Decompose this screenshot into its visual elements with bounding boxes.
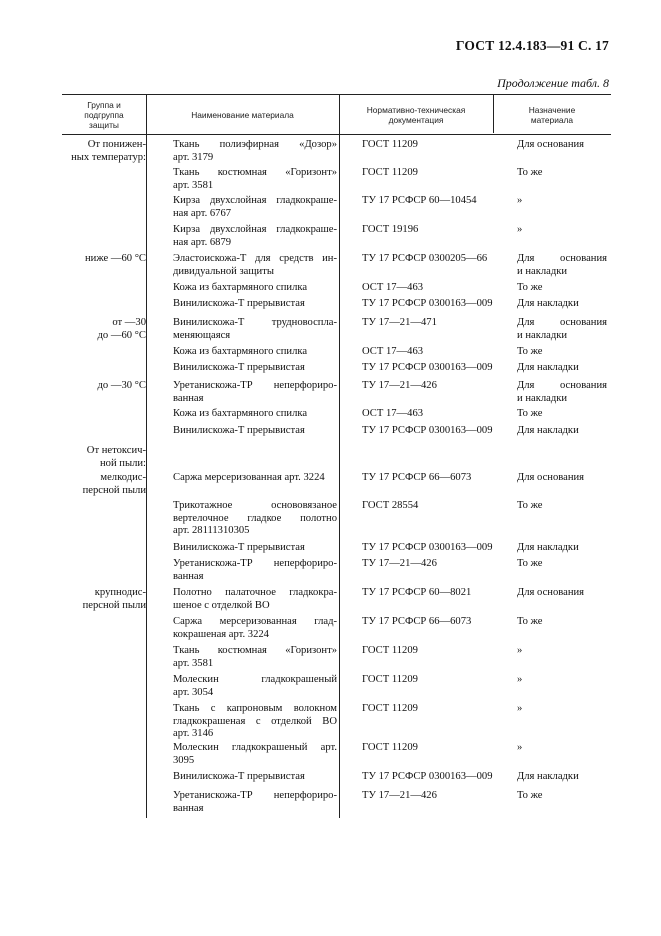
- documentation-cell: ТУ 17 РСФСР 0300163—009: [362, 362, 493, 373]
- material-cell: Кирза двухслойная гладкокраше- ная арт. 6767: [173, 195, 337, 219]
- material-cell: Эластоискожа-Т для средств ин- дивидуальной защиты: [173, 253, 337, 277]
- purpose-cell: Для накладки: [517, 542, 579, 553]
- purpose-cell: »: [517, 224, 523, 235]
- document-reference: ГОСТ 12.4.183—91 С. 17: [455, 38, 609, 53]
- material-cell: Саржа мерсеризованная глад- кокрашеная арт. 3224: [173, 616, 337, 640]
- material-cell: Полотно палаточное гладкокра- шеное с отделкой ВО: [173, 587, 337, 611]
- documentation-cell: ОСТ 17—463: [362, 346, 424, 357]
- material-cell: Уретанискожа-ТР неперфориро- ванная: [173, 380, 337, 404]
- purpose-cell: То же: [517, 282, 543, 293]
- column-divider: [146, 94, 147, 818]
- documentation-cell: ГОСТ 28554: [362, 500, 419, 511]
- purpose-cell: То же: [517, 616, 543, 627]
- purpose-cell: То же: [517, 500, 543, 511]
- material-cell: Кирза двухслойная гладкокраше- ная арт. 6879: [173, 224, 337, 248]
- documentation-cell: ТУ 17 РСФСР 60—8021: [362, 587, 472, 598]
- column-header-material: Наименование материала: [191, 109, 294, 120]
- material-cell: Уретанискожа-ТР неперфориро- ванная: [173, 558, 337, 582]
- purpose-cell: То же: [517, 346, 543, 357]
- group-cell: От понижен- ных температур:: [71, 139, 146, 163]
- documentation-cell: ОСТ 17—463: [362, 282, 424, 293]
- documentation-cell: ГОСТ 11209: [362, 742, 418, 753]
- documentation-cell: ТУ 17 РСФСР 0300205—66: [362, 253, 488, 264]
- table-continuation-label: Продолжение табл. 8: [497, 76, 609, 90]
- documentation-cell: ТУ 17 РСФСР 0300163—009: [362, 771, 493, 782]
- column-divider: [493, 94, 494, 133]
- documentation-cell: ГОСТ 11209: [362, 139, 418, 150]
- purpose-cell: Для основания и накладки: [517, 253, 607, 277]
- material-cell: Кожа из бахтармяного спилка: [173, 282, 308, 293]
- purpose-cell: Для накладки: [517, 771, 579, 782]
- purpose-cell: То же: [517, 790, 543, 801]
- documentation-cell: ТУ 17 РСФСР 0300163—009: [362, 298, 493, 309]
- material-cell: Кожа из бахтармяного спилка: [173, 408, 308, 419]
- documentation-cell: ТУ 17—21—426: [362, 790, 437, 801]
- documentation-cell: ГОСТ 11209: [362, 645, 418, 656]
- documentation-cell: ГОСТ 11209: [362, 674, 418, 685]
- documentation-cell: ГОСТ 11209: [362, 703, 418, 714]
- documentation-cell: ТУ 17 РСФСР 66—6073: [362, 472, 472, 483]
- purpose-cell: Для основания и накладки: [517, 317, 607, 341]
- documentation-cell: ГОСТ 19196: [362, 224, 419, 235]
- documentation-cell: ТУ 17 РСФСР 0300163—009: [362, 542, 493, 553]
- purpose-cell: То же: [517, 558, 543, 569]
- group-cell: до —30 °С: [97, 380, 146, 391]
- column-header-documentation: Нормативно-техническая документация: [366, 104, 466, 125]
- documentation-cell: ТУ 17 РСФСР 0300163—009: [362, 425, 493, 436]
- documentation-cell: ТУ 17—21—471: [362, 317, 437, 328]
- purpose-cell: »: [517, 195, 523, 206]
- column-divider: [339, 94, 340, 818]
- documentation-cell: ОСТ 17—463: [362, 408, 424, 419]
- group-cell: мелкодис- персной пыли: [82, 472, 146, 496]
- purpose-cell: Для накладки: [517, 425, 579, 436]
- material-cell: Винилискожа-Т прерывистая: [173, 298, 305, 309]
- purpose-cell: Для основания: [517, 472, 585, 483]
- purpose-cell: То же: [517, 167, 543, 178]
- documentation-cell: ТУ 17 РСФСР 60—10454: [362, 195, 477, 206]
- documentation-cell: ГОСТ 11209: [362, 167, 418, 178]
- material-cell: Молескин гладкокрашеный арт. 3054: [173, 674, 337, 698]
- purpose-cell: То же: [517, 408, 543, 419]
- group-cell: крупнодис- персной пыли: [82, 587, 146, 611]
- documentation-cell: ТУ 17—21—426: [362, 558, 437, 569]
- purpose-cell: »: [517, 645, 523, 656]
- purpose-cell: Для накладки: [517, 362, 579, 373]
- purpose-cell: Для основания и накладки: [517, 380, 607, 404]
- material-cell: Винилискожа-Т прерывистая: [173, 771, 305, 782]
- column-header-purpose: Назначение материала: [528, 104, 576, 125]
- group-cell: ниже —60 °С: [84, 253, 146, 264]
- group-cell: От нетоксич- ной пыли:: [86, 445, 146, 469]
- purpose-cell: »: [517, 674, 523, 685]
- material-cell: Винилискожа-Т прерывистая: [173, 542, 305, 553]
- material-cell: Винилискожа-Т прерывистая: [173, 425, 305, 436]
- documentation-cell: ТУ 17 РСФСР 66—6073: [362, 616, 472, 627]
- documentation-cell: ТУ 17—21—426: [362, 380, 437, 391]
- purpose-cell: Для основания: [517, 587, 585, 598]
- material-cell: Ткань с капроновым волокном гладкокрашеная с отделкой ВО арт. 3146: [173, 703, 337, 739]
- material-cell: Саржа мерсеризованная арт. 3224: [173, 472, 325, 483]
- purpose-cell: »: [517, 703, 523, 714]
- material-cell: Уретанискожа-ТР неперфориро- ванная: [173, 790, 337, 814]
- material-cell: Трикотажное основовязаное вертелочное гладкое полотно арт. 28111310305: [173, 500, 337, 536]
- material-cell: Молескин гладкокрашеный арт. 3095: [173, 742, 337, 766]
- material-cell: Ткань полиэфирная «Дозор» арт. 3179: [173, 139, 337, 163]
- group-cell: от —30 до —60 °С: [97, 317, 146, 341]
- material-cell: Ткань костюмная «Горизонт» арт. 3581: [173, 167, 337, 191]
- material-cell: Ткань костюмная «Горизонт» арт. 3581: [173, 645, 337, 669]
- column-header-group: Группа и подгруппа защиты: [84, 99, 124, 130]
- material-cell: Винилискожа-Т прерывистая: [173, 362, 305, 373]
- table-header: [62, 94, 611, 135]
- purpose-cell: Для накладки: [517, 298, 579, 309]
- purpose-cell: Для основания: [517, 139, 585, 150]
- purpose-cell: »: [517, 742, 523, 753]
- material-cell: Кожа из бахтармяного спилка: [173, 346, 308, 357]
- material-cell: Винилискожа-Т трудновоспла- меняющаяся: [173, 317, 337, 341]
